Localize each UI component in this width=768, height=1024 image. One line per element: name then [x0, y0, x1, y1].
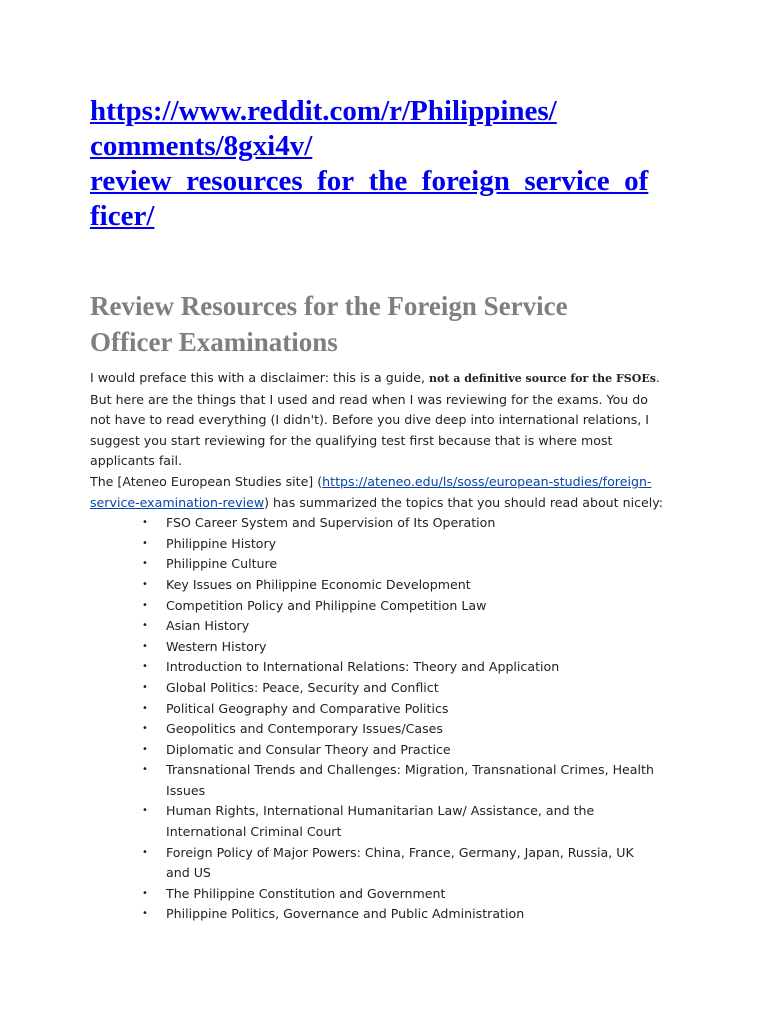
bullet-icon: • — [142, 537, 148, 549]
reddit-link-line: comments/8gxi4v/ — [90, 130, 313, 162]
topic-list-item — [90, 884, 656, 905]
topic-list-item — [90, 904, 656, 925]
topic-list-item — [90, 719, 656, 740]
topic-list-item — [90, 801, 656, 842]
bullet-icon: • — [142, 908, 148, 920]
bullet-icon: • — [142, 640, 148, 652]
topic-label: Western History — [166, 638, 267, 654]
topic-list-item — [90, 616, 656, 637]
intro-text-end: . But here are the things that I used and read when I was reviewing for the exams. You do not have to read everything (I didn't). Before you dive deep into international relations, I suggest you start reviewing for the qualifying test first because that is where most applicants fail. — [90, 370, 660, 469]
bullet-icon: • — [142, 702, 148, 714]
bullet-icon: • — [142, 661, 148, 673]
reddit-link[interactable] — [90, 94, 690, 234]
ateneo-text-end: ) has summarized the topics that you should read about nicely: — [264, 494, 664, 510]
topics-list — [90, 513, 670, 925]
bullet-icon: • — [142, 743, 148, 755]
ateneo-paragraph — [90, 472, 670, 513]
topic-label: Transnational Trends and Challenges: Migration, Transnational Crimes, Health Issues — [166, 762, 654, 798]
topic-label: Political Geography and Comparative Politics — [166, 700, 449, 716]
topic-label: Geopolitics and Contemporary Issues/Cases — [166, 721, 443, 737]
article-body — [90, 368, 670, 925]
topic-list-item — [90, 657, 656, 678]
topic-label: FSO Career System and Supervision of Its Operation — [166, 515, 496, 531]
topic-label: Foreign Policy of Major Powers: China, France, Germany, Japan, Russia, UK and US — [166, 844, 634, 881]
topic-label: The Philippine Constitution and Government — [166, 885, 446, 901]
topic-list-item — [90, 760, 656, 801]
topic-list-item — [90, 575, 656, 596]
topic-label: Philippine History — [166, 535, 277, 551]
page-title-line: Officer Examinations — [90, 327, 338, 357]
bullet-icon: • — [142, 805, 148, 817]
disclaimer-emphasis: not a definitive source for the FSOEs — [429, 372, 656, 385]
reddit-link-line: ficer/ — [90, 200, 155, 232]
bullet-icon: • — [142, 764, 148, 776]
topic-label: Philippine Culture — [166, 556, 278, 572]
page-title — [90, 288, 690, 360]
topic-list-item — [90, 596, 656, 617]
topic-label: Competition Policy and Philippine Competition Law — [166, 597, 487, 613]
bullet-icon: • — [142, 517, 148, 529]
topic-list-item — [90, 699, 656, 720]
bullet-icon: • — [142, 620, 148, 632]
bullet-icon: • — [142, 578, 148, 590]
page-title-line: Review Resources for the Foreign Service — [90, 291, 568, 321]
bullet-icon: • — [142, 887, 148, 899]
topic-list-item — [90, 843, 656, 884]
bullet-icon: • — [142, 723, 148, 735]
topic-list-item — [90, 678, 656, 699]
topic-label: Diplomatic and Consular Theory and Practice — [166, 741, 451, 757]
intro-paragraph — [90, 368, 670, 472]
intro-text-start: I would preface this with a disclaimer: this is a guide, — [90, 370, 429, 385]
topic-label: Global Politics: Peace, Security and Conflict — [166, 679, 439, 695]
ateneo-text-start: The [Ateneo European Studies site] ( — [90, 473, 323, 489]
topic-label: Introduction to International Relations: Theory and Application — [166, 659, 560, 675]
topic-label: Asian History — [166, 618, 250, 634]
reddit-link-line: https://www.reddit.com/r/Philippines/ — [90, 95, 557, 127]
reddit-link-line: review_resources_for_the_foreign_service_of — [90, 165, 649, 197]
ateneo-review-link[interactable]: https://ateneo.edu/ls/soss/european-studies/foreign-service-examination-review — [90, 473, 652, 510]
bullet-icon: • — [142, 846, 148, 858]
bullet-icon: • — [142, 681, 148, 693]
topic-list-item — [90, 637, 656, 658]
topic-list-item — [90, 554, 656, 575]
topic-label: Human Rights, International Humanitarian Law/ Assistance, and the International Criminal Court — [166, 803, 595, 840]
topic-label: Key Issues on Philippine Economic Development — [166, 576, 471, 592]
topic-list-item — [90, 534, 656, 555]
topic-list-item — [90, 740, 656, 761]
bullet-icon: • — [142, 558, 148, 570]
topic-list-item — [90, 513, 656, 534]
bullet-icon: • — [142, 599, 148, 611]
topic-label: Philippine Politics, Governance and Public Administration — [166, 906, 525, 922]
